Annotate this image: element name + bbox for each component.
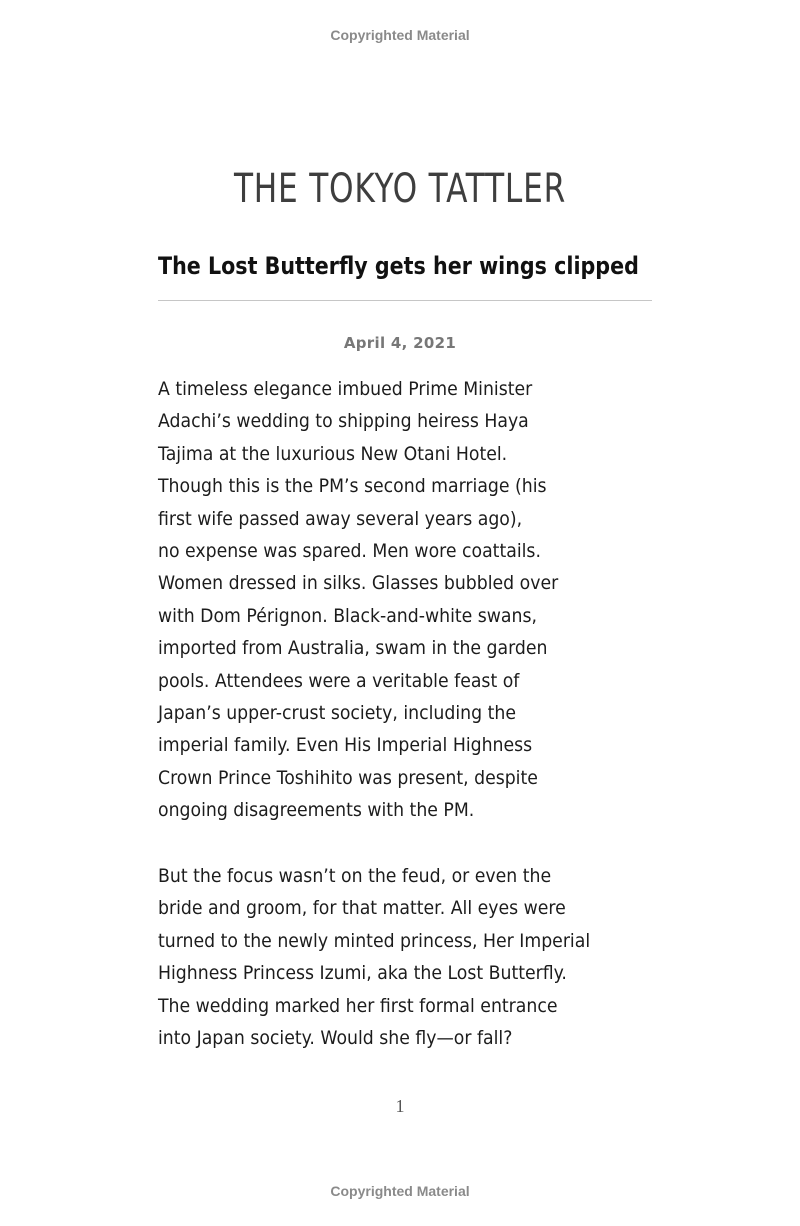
- headline-divider: [158, 300, 652, 301]
- paragraph-line: imperial family. Even His Imperial Highness: [158, 735, 533, 757]
- paragraph-line: Highness Princess Izumi, aka the Lost Butterfly.: [158, 963, 567, 985]
- article-paragraph-1: [158, 374, 658, 828]
- paragraph-line: no expense was spared. Men wore coattails.: [158, 541, 541, 563]
- paragraph-line: Tajima at the luxurious New Otani Hotel.: [158, 443, 508, 465]
- paragraph-line: Crown Prince Toshihito was present, despite: [158, 767, 538, 789]
- paragraph-line: Japan’s upper-crust society, including the: [158, 703, 516, 725]
- paragraph-line: But the focus wasn’t on the feud, or even the: [158, 866, 552, 887]
- article-date: April 4, 2021: [343, 334, 457, 352]
- paragraph-line: turned to the newly minted princess, Her Imperial: [158, 930, 591, 952]
- paragraph-line: Women dressed in silks. Glasses bubbled over: [158, 573, 559, 595]
- article-paragraph-2: [158, 861, 658, 1055]
- article-headline: The Lost Butterfly gets her wings clipped: [158, 252, 639, 280]
- page-number: 1: [395, 1096, 405, 1116]
- paragraph-line: bride and groom, for that matter. All eyes were: [158, 898, 566, 920]
- paragraph-line: Adachi’s wedding to shipping heiress Haya: [158, 411, 529, 433]
- paragraph-line: first wife passed away several years ago),: [158, 508, 523, 530]
- paragraph-line: with Dom Pérignon. Black-and-white swans,: [158, 605, 537, 627]
- paragraph-line: Though this is the PM’s second marriage (his: [158, 476, 547, 498]
- paragraph-line: A timeless elegance imbued Prime Minister: [158, 379, 533, 400]
- paragraph-line: imported from Australia, swam in the garden: [158, 638, 548, 660]
- paragraph-line: ongoing disagreements with the PM.: [158, 800, 475, 822]
- paragraph-line: into Japan society. Would she fly—or fall?: [158, 1028, 513, 1050]
- paragraph-line: The wedding marked her first formal entrance: [158, 995, 558, 1017]
- copyright-watermark-top: Copyrighted Material: [330, 27, 470, 43]
- paragraph-line: pools. Attendees were a veritable feast of: [158, 670, 520, 692]
- copyright-watermark-bottom: Copyrighted Material: [330, 1183, 470, 1199]
- newspaper-masthead: THE TOKYO TATTLER: [233, 166, 567, 212]
